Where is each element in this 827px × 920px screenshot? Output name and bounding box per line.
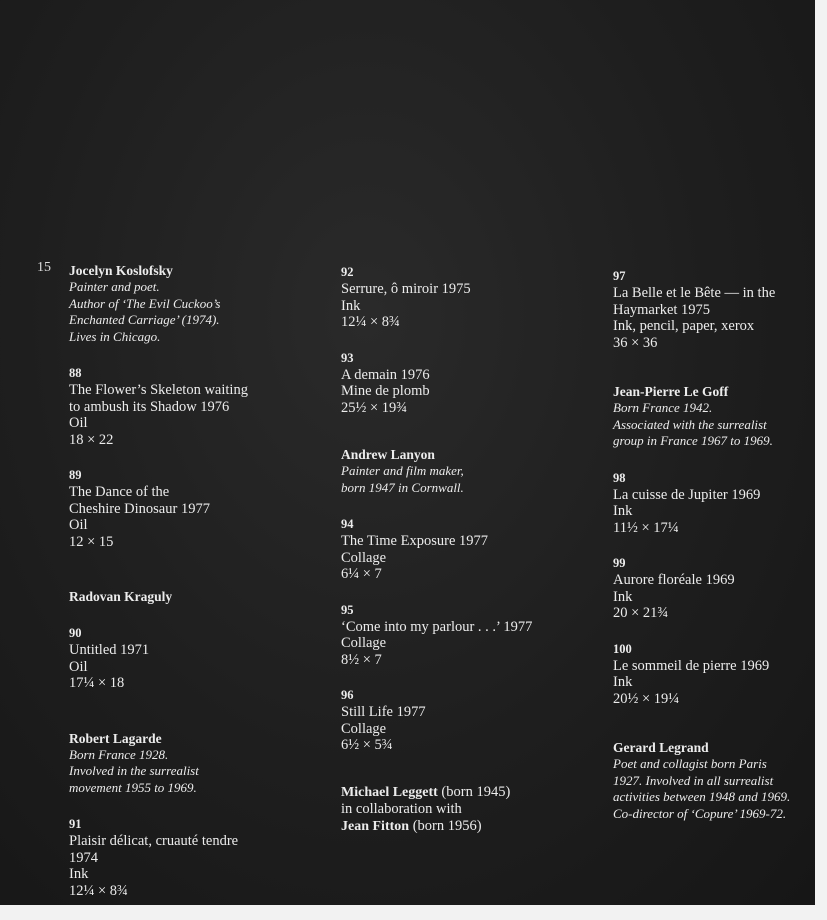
artist-bio-line: Author of ‘The Evil Cuckoo’s — [69, 295, 221, 311]
work-title: The Dance of the — [69, 484, 170, 500]
catalogue-column-2 — [341, 264, 571, 835]
work-entry — [613, 641, 813, 708]
work-entry — [613, 470, 813, 537]
artist-bio-line: born 1947 in Cornwall. — [341, 479, 464, 495]
catalogue-number: 91 — [69, 817, 82, 831]
work-title: A demain 1976 — [341, 366, 430, 383]
work-detail: 17¼ × 18 — [69, 675, 125, 691]
catalogue-number: 100 — [613, 641, 632, 656]
artist-bio-line: Associated with the surrealist — [613, 416, 767, 432]
work-entry — [69, 365, 299, 448]
catalogue-number: 90 — [69, 626, 82, 640]
work-detail: Ink — [69, 866, 89, 882]
work-detail: Oil — [69, 517, 88, 533]
work-detail: 12¼ × 8¾ — [341, 314, 400, 330]
catalogue-column-1 — [69, 262, 299, 918]
work-detail: 8½ × 7 — [341, 651, 382, 668]
work-entry — [341, 602, 571, 669]
work-detail: 11½ × 17¼ — [613, 519, 679, 536]
artist-name: Gerard Legrand — [613, 740, 709, 755]
artist-entry — [613, 739, 813, 822]
work-detail: 20 × 21¾ — [613, 605, 669, 621]
artist-bio-line: 1927. Involved in all surrealist — [613, 772, 774, 788]
artist-bio-line: Painter and film maker, — [341, 463, 464, 478]
work-entry — [341, 687, 571, 754]
work-detail: 20½ × 19¼ — [613, 690, 680, 707]
collab-artist-2-born: (born 1956) — [409, 817, 482, 834]
work-detail: Oil — [69, 415, 88, 431]
work-detail: Mine de plomb — [341, 383, 430, 399]
artist-bio-line: Involved in the surrealist — [69, 763, 199, 778]
work-title: Still Life 1977 — [341, 704, 426, 720]
work-entry — [69, 816, 299, 899]
collab-artist-2: Jean Fitton — [341, 818, 410, 834]
artist-bio-line: Born France 1928. — [69, 746, 169, 762]
work-detail: Ink — [341, 297, 361, 314]
catalogue-number: 93 — [341, 350, 354, 365]
work-detail: Collage — [341, 720, 387, 737]
page-number: 15 — [37, 260, 51, 275]
work-detail: 18 × 22 — [69, 431, 114, 448]
artist-entry — [613, 383, 813, 450]
work-title: La Belle et le Bête — in the — [613, 285, 776, 301]
work-title: Plaisir délicat, cruauté tendre — [69, 833, 239, 849]
work-title: The Time Exposure 1977 — [341, 533, 489, 549]
catalogue-number: 92 — [341, 265, 354, 279]
collab-line-1 — [341, 784, 571, 802]
artist-entry — [69, 730, 299, 797]
artist-entry — [69, 262, 299, 345]
work-detail: Haymarket 1975 — [613, 301, 711, 318]
catalogue-number: 99 — [613, 556, 626, 570]
collab-line-3 — [341, 818, 571, 836]
catalogue-number: 98 — [613, 470, 626, 485]
work-detail: Collage — [341, 635, 387, 651]
work-entry — [69, 625, 299, 692]
artist-name: Jocelyn Koslofsky — [69, 263, 173, 278]
work-detail: Ink — [613, 503, 633, 519]
artist-bio-line: Painter and poet. — [69, 279, 160, 294]
work-detail: Collage — [341, 549, 387, 566]
catalogue-number: 96 — [341, 688, 354, 702]
work-title: Untitled 1971 — [69, 642, 150, 658]
catalogue-number: 88 — [69, 366, 82, 380]
catalogue-number: 97 — [613, 269, 626, 283]
work-title: Le sommeil de pierre 1969 — [613, 657, 770, 674]
artist-name: Radovan Kraguly — [69, 589, 173, 604]
work-title: Aurore floréale 1969 — [613, 572, 735, 588]
collab-artist-1: Michael Leggett — [341, 784, 438, 800]
work-detail: 1974 — [69, 849, 98, 866]
collab-artist-1-born: (born 1945) — [437, 783, 511, 800]
catalogue-number: 94 — [341, 517, 354, 531]
artist-bio-line: Lives in Chicago. — [69, 328, 161, 344]
work-title: La cuisse de Jupiter 1969 — [613, 486, 761, 503]
work-detail: Ink — [613, 674, 633, 690]
artist-entry — [69, 588, 299, 605]
work-detail: Cheshire Dinosaur 1977 — [69, 500, 210, 517]
work-detail: Ink — [613, 588, 633, 605]
work-entry — [341, 350, 571, 417]
artist-bio-line: Enchanted Carriage’ (1974). — [69, 312, 220, 327]
work-detail: 12¼ × 8¾ — [69, 882, 128, 899]
artist-bio-line: Born France 1942. — [613, 400, 713, 415]
work-detail: 6¼ × 7 — [341, 566, 382, 582]
work-title: The Flower’s Skeleton waiting — [69, 382, 248, 398]
work-entry — [341, 264, 571, 331]
catalogue-column-3 — [613, 268, 813, 842]
work-detail: 25½ × 19¾ — [341, 399, 408, 416]
artist-name: Robert Lagarde — [69, 730, 162, 746]
work-entry — [341, 516, 571, 583]
artist-bio-line: Co-director of ‘Copure’ 1969-72. — [613, 805, 787, 821]
artist-bio-line: Poet and collagist born Paris — [613, 756, 767, 771]
work-detail: to ambush its Shadow 1976 — [69, 398, 230, 415]
artist-bio-line: activities between 1948 and 1969. — [613, 789, 791, 804]
work-detail: 12 × 15 — [69, 533, 114, 550]
artist-name: Jean-Pierre Le Goff — [613, 384, 729, 399]
artist-entry — [341, 446, 571, 496]
work-entry — [69, 467, 299, 550]
work-title: ‘Come into my parlour . . .’ 1977 — [341, 618, 533, 635]
work-detail: 36 × 36 — [613, 334, 658, 351]
catalogue-number: 89 — [69, 468, 82, 482]
artist-bio-line: movement 1955 to 1969. — [69, 779, 197, 795]
work-title: Serrure, ô miroir 1975 — [341, 281, 471, 297]
work-detail: 6½ × 5¾ — [341, 737, 393, 753]
work-detail: Ink, pencil, paper, xerox — [613, 318, 755, 334]
artist-bio-line: group in France 1967 to 1969. — [613, 433, 773, 448]
work-entry — [613, 555, 813, 622]
catalogue-number: 95 — [341, 602, 354, 617]
collab-middle: in collaboration with — [341, 801, 462, 817]
collaboration-entry — [341, 784, 571, 836]
artist-name: Andrew Lanyon — [341, 447, 435, 462]
work-detail: Oil — [69, 658, 88, 675]
work-entry — [613, 268, 813, 351]
